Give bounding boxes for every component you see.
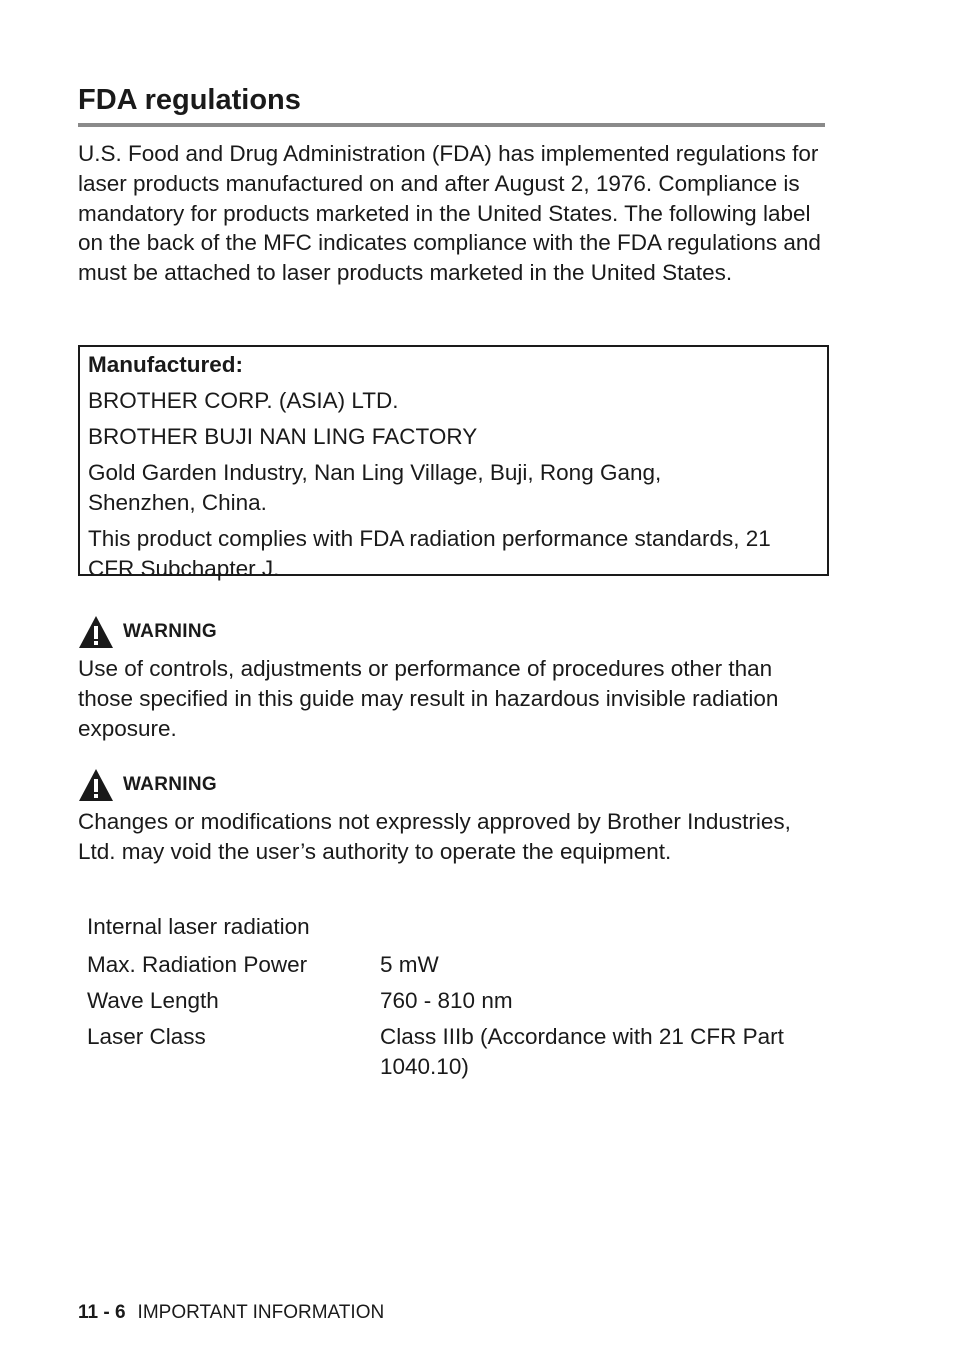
warning-block: [78, 767, 826, 867]
fda-label-box: [78, 345, 829, 581]
warning-label: WARNING: [123, 774, 217, 795]
spec-key: Max. Radiation Power: [87, 952, 308, 977]
warning-header: [78, 767, 826, 803]
warning-text: Changes or modifications not expressly approved by Brother Industries, Ltd. may void the user’s authority to operate the equipment.: [78, 809, 791, 864]
spec-value: 5 mW: [380, 952, 439, 977]
warning-block: [78, 614, 826, 743]
laser-specs: [87, 912, 827, 1088]
page-title: FDA regulations: [78, 84, 301, 116]
spec-key: Wave Length: [87, 988, 219, 1013]
warning-triangle-icon: [78, 615, 114, 649]
spec-key: Laser Class: [87, 1024, 206, 1049]
title-divider: [78, 123, 825, 127]
page-number: 11 - 6: [78, 1302, 126, 1323]
label-line: This product complies with FDA radiation performance standards, 21 CFR Subchapter J.: [88, 526, 771, 581]
warning-label: WARNING: [123, 621, 217, 642]
spec-value: 760 - 810 nm: [380, 988, 513, 1013]
spec-value: Class IIIb (Accordance with 21 CFR Part 1040.10): [380, 1024, 784, 1079]
spec-row: [87, 986, 827, 1016]
warning-header: [78, 614, 826, 650]
label-line: BROTHER CORP. (ASIA) LTD.: [88, 388, 399, 413]
label-line: Gold Garden Industry, Nan Ling Village, Buji, Rong Gang, Shenzhen, China.: [88, 460, 662, 515]
spec-row: [87, 1022, 827, 1082]
page-footer: [78, 1300, 384, 1326]
specs-caption: Internal laser radiation: [87, 914, 310, 939]
warning-triangle-icon: [78, 768, 114, 802]
warning-text: Use of controls, adjustments or performance of procedures other than those specified in this guide may result in hazardous invisible radiation exposure.: [78, 656, 779, 741]
footer-section: IMPORTANT INFORMATION: [137, 1302, 385, 1323]
label-heading: Manufactured:: [88, 352, 244, 377]
spec-row: [87, 950, 827, 980]
intro-paragraph: U.S. Food and Drug Administration (FDA) has implemented regulations for laser products manufactured on and after August 2, 1976. Compliance is mandatory for products marketed in the United States. The following label on the back of the MFC indicates compliance with the FDA regulations and must be attached to laser products marketed in the United States.: [78, 141, 821, 286]
label-line: BROTHER BUJI NAN LING FACTORY: [88, 424, 478, 449]
